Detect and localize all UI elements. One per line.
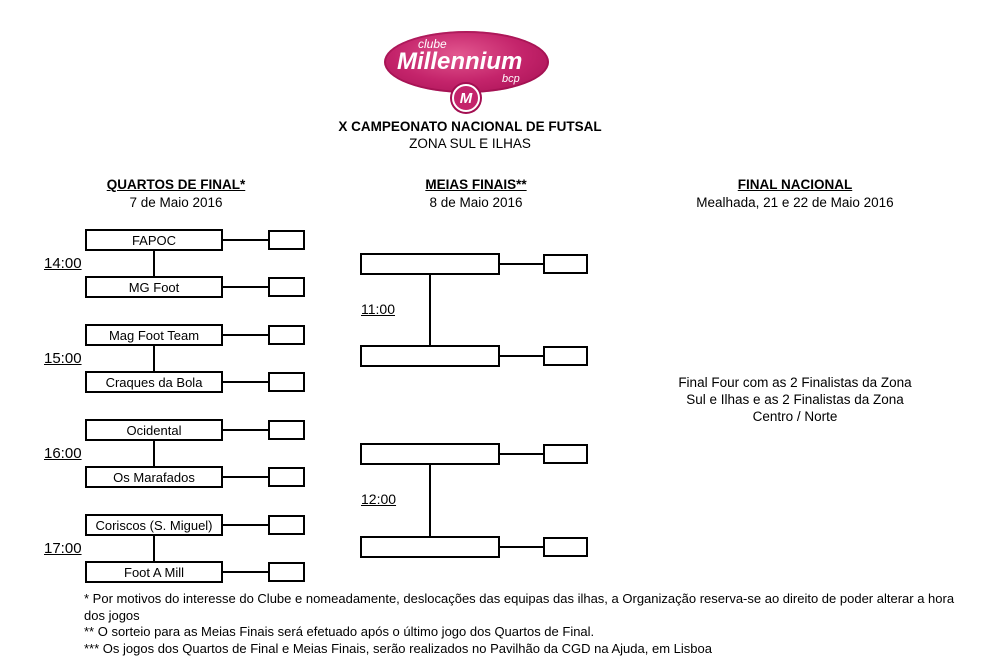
quarter-team-box: Craques da Bola <box>85 371 223 393</box>
quarter-score-box <box>268 277 305 297</box>
quarter-team-box: Os Marafados <box>85 466 223 488</box>
quarter-score-box <box>268 325 305 345</box>
logo-brand-text: Millennium <box>397 48 523 75</box>
connector-line <box>223 524 268 526</box>
semi-team-box <box>360 536 500 558</box>
connector-line <box>500 546 543 548</box>
semi-score-box <box>543 346 588 366</box>
semis-title: MEIAS FINAIS** <box>425 177 527 192</box>
final-four-note-line: Final Four com as 2 Finalistas da Zona <box>678 375 912 390</box>
connector-line <box>500 263 543 265</box>
final-four-note-line: Sul e Ilhas e as 2 Finalistas da Zona <box>686 392 904 407</box>
quarter-team-box: Ocidental <box>85 419 223 441</box>
quarter-team-box: Coriscos (S. Miguel) <box>85 514 223 536</box>
semi-score-box <box>543 254 588 274</box>
connector-line <box>500 453 543 455</box>
quarter-team-box: MG Foot <box>85 276 223 298</box>
connector-line <box>153 441 155 466</box>
quarters-column-header <box>76 177 276 210</box>
connector-line <box>223 334 268 336</box>
footnotes <box>84 591 974 657</box>
semis-date: 8 de Maio 2016 <box>429 195 523 210</box>
quarter-team-box: Foot A Mill <box>85 561 223 583</box>
match-time: 11:00 <box>361 301 395 317</box>
connector-line <box>223 286 268 288</box>
semi-team-box <box>360 345 500 367</box>
millennium-logo <box>384 31 549 113</box>
match-time: 15:00 <box>44 350 82 367</box>
quarter-score-box <box>268 230 305 250</box>
final-four-note <box>640 374 950 425</box>
semi-team-box <box>360 253 500 275</box>
final-column-header <box>645 177 945 210</box>
quarter-score-box <box>268 420 305 440</box>
connector-line <box>223 476 268 478</box>
semi-score-box <box>543 537 588 557</box>
final-four-note-line: Centro / Norte <box>752 409 838 424</box>
quarter-team-box: Mag Foot Team <box>85 324 223 346</box>
footnote: *** Os jogos dos Quartos de Final e Meias Finais, serão realizados no Pavilhão da CGD na Ajuda, em Lisboa <box>84 640 712 656</box>
final-title: FINAL NACIONAL <box>737 177 853 192</box>
footnote: ** O sorteio para as Meias Finais será efetuado após o último jogo dos Quartos de Final. <box>84 624 595 639</box>
quarter-score-box <box>268 467 305 487</box>
match-time: 14:00 <box>44 255 82 272</box>
match-time: 16:00 <box>44 445 82 462</box>
logo-bcp-text: bcp <box>502 73 520 85</box>
semi-score-box <box>543 444 588 464</box>
connector-line <box>223 571 268 573</box>
connector-line <box>223 429 268 431</box>
quarter-score-box <box>268 372 305 392</box>
semis-column-header <box>376 177 576 210</box>
connector-line <box>153 251 155 276</box>
connector-line <box>153 346 155 371</box>
connector-line <box>500 355 543 357</box>
footnote: * Por motivos do interesse do Clube e nomeadamente, deslocações das equipas das ilhas, a Organização reserva-se ao direito de poder alterar a hora dos jogos <box>84 591 955 623</box>
quarter-score-box <box>268 515 305 535</box>
quarter-team-box: FAPOC <box>85 229 223 251</box>
semi-team-box <box>360 443 500 465</box>
page-title: X CAMPEONATO NACIONAL DE FUTSAL <box>338 119 602 134</box>
connector-line <box>223 239 268 241</box>
connector-line <box>223 381 268 383</box>
match-time: 12:00 <box>361 491 397 507</box>
logo-m-badge-icon: M <box>452 84 480 112</box>
quarters-date: 7 de Maio 2016 <box>129 195 223 210</box>
quarters-title: QUARTOS DE FINAL* <box>106 177 246 192</box>
connector-line <box>153 536 155 561</box>
connector-line <box>429 465 431 536</box>
logo-clube-text: clube <box>418 37 447 51</box>
final-date: Mealhada, 21 e 22 de Maio 2016 <box>696 195 894 210</box>
quarter-score-box <box>268 562 305 582</box>
match-time: 17:00 <box>44 540 82 557</box>
page-subtitle: ZONA SUL E ILHAS <box>409 136 531 151</box>
connector-line <box>429 275 431 345</box>
